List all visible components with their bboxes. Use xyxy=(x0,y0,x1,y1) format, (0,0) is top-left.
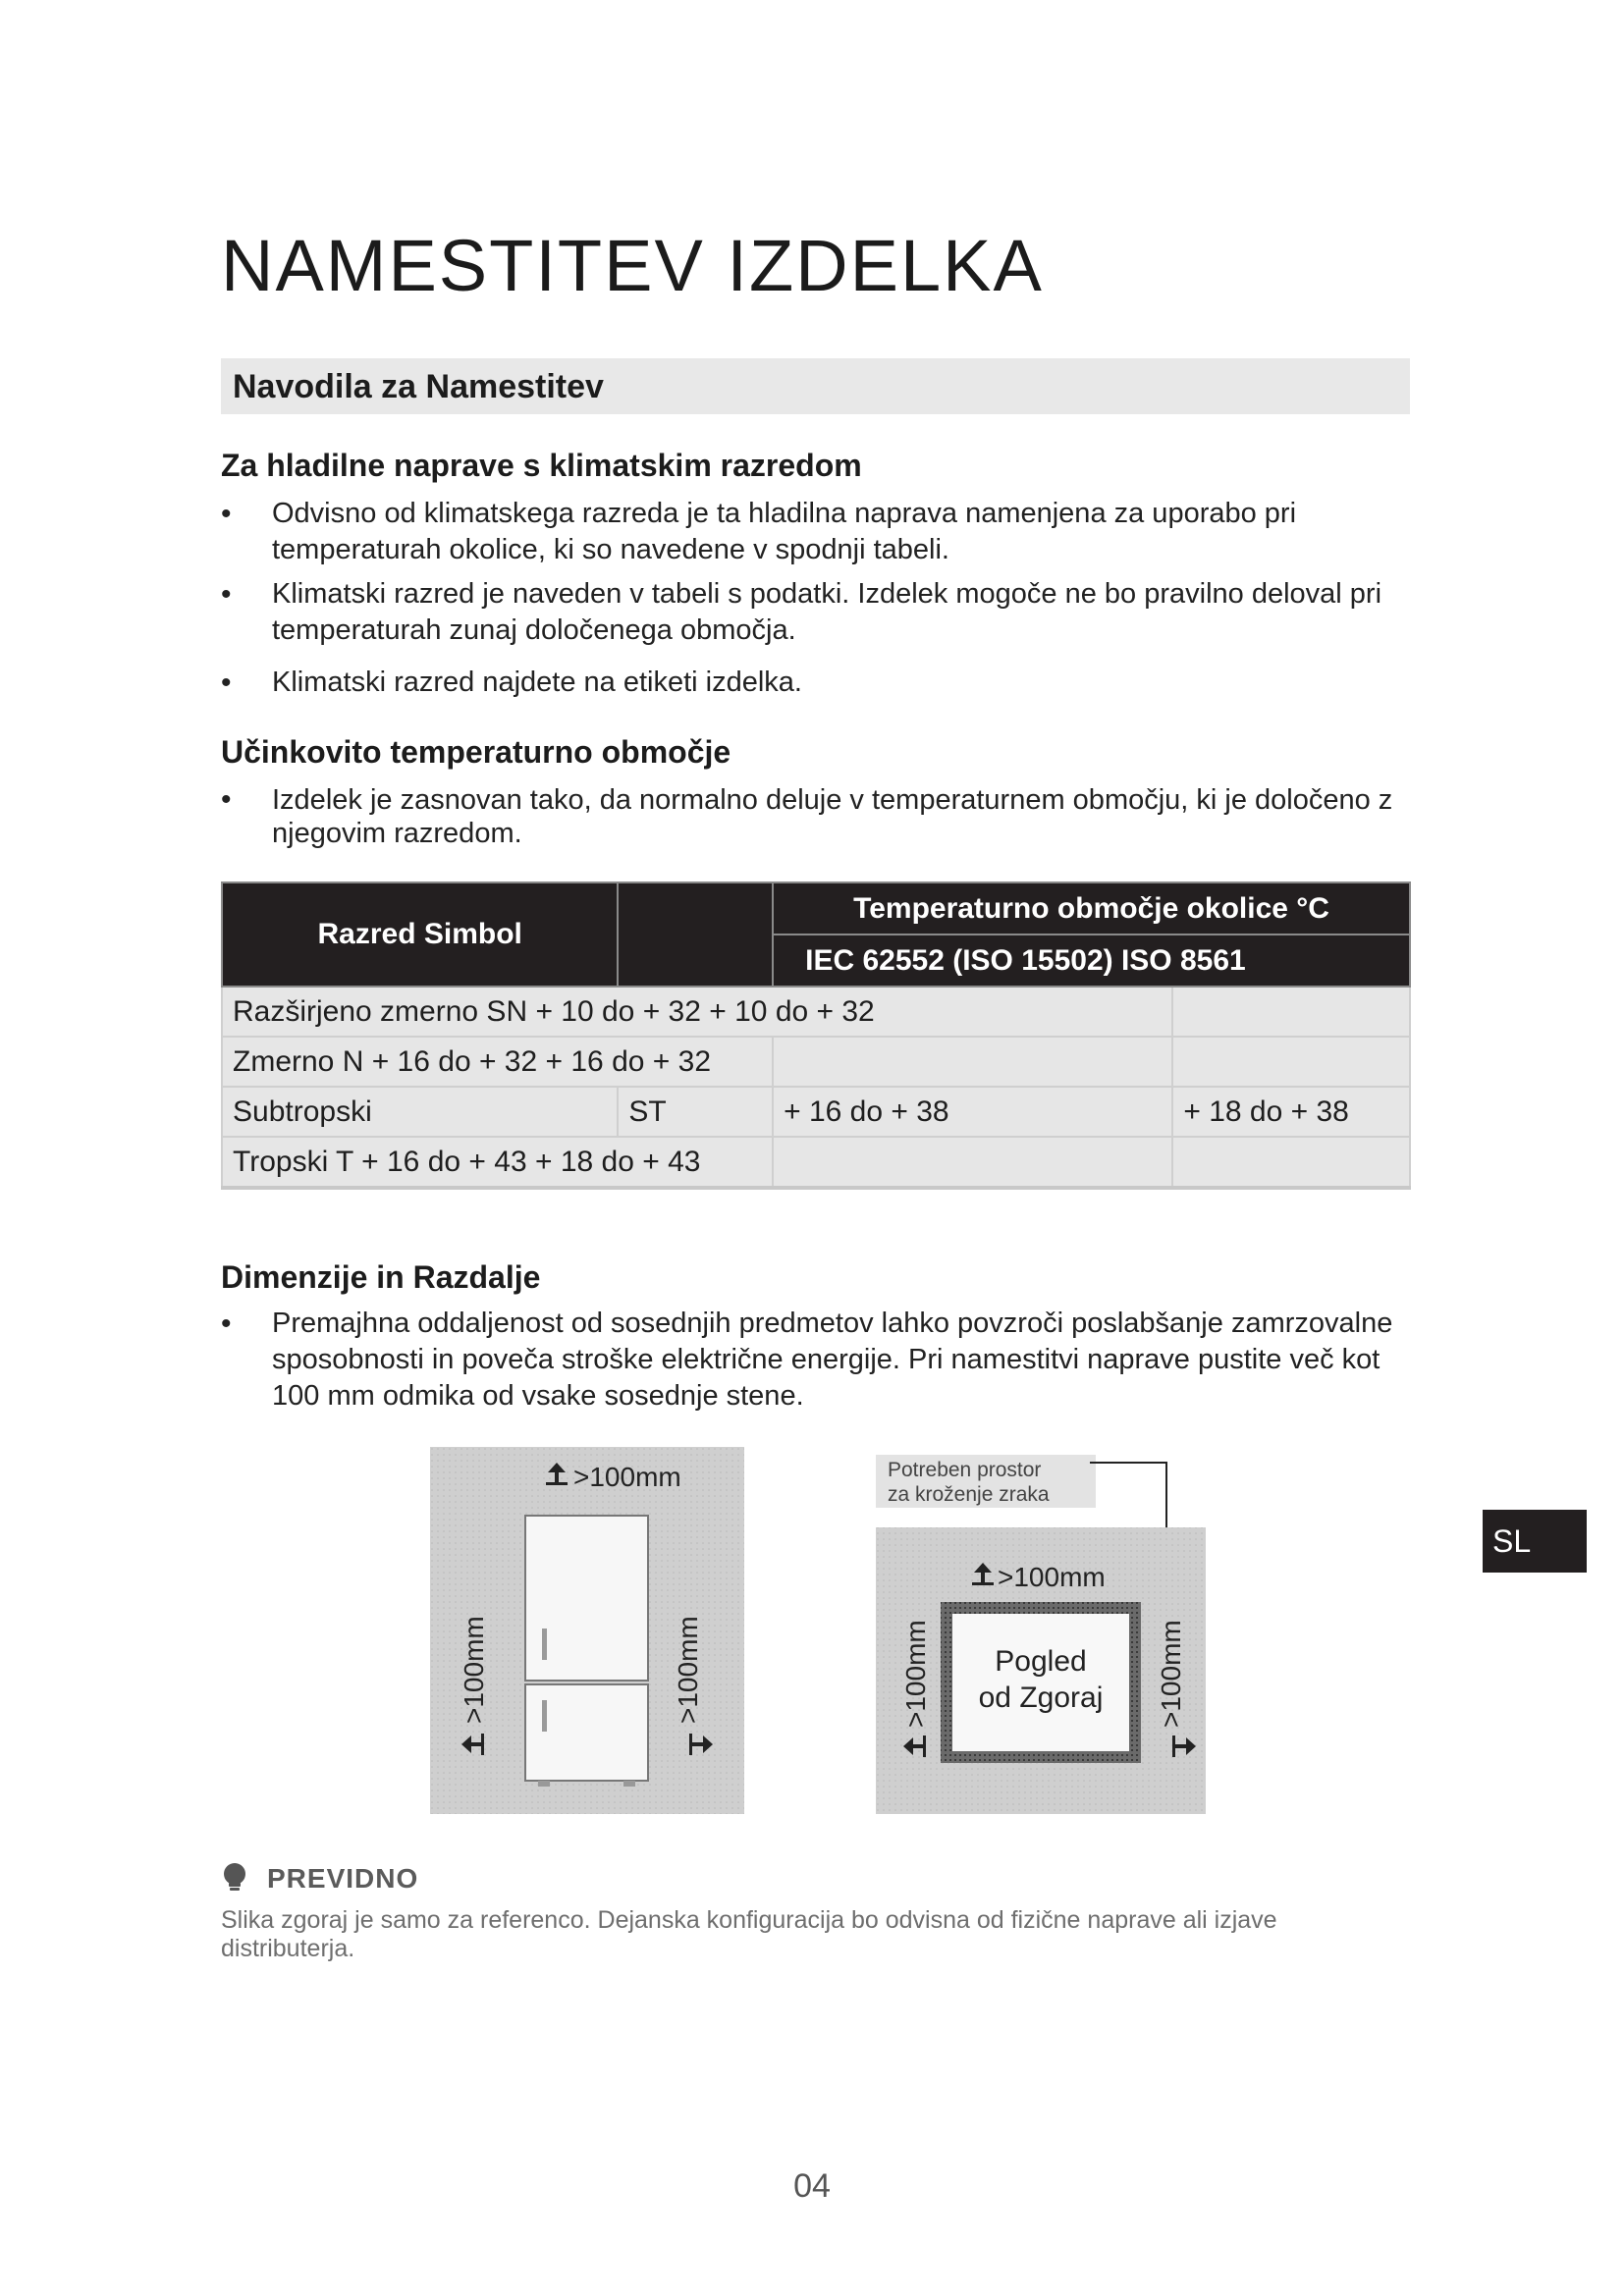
table-row xyxy=(222,1137,1410,1188)
callout-text-line2: za kroženje zraka xyxy=(888,1483,1050,1506)
section-header-text: Navodila za Namestitev xyxy=(233,368,604,405)
climate-heading: Za hladilne naprave s klimatskim razredom xyxy=(221,448,862,483)
table-row xyxy=(222,1087,1410,1137)
table-cell xyxy=(773,1037,1172,1087)
table-cell: Zmerno N + 16 do + 32 + 16 do + 32 xyxy=(222,1037,773,1087)
top-clearance-label: >100mm xyxy=(998,1562,1106,1592)
table-cell xyxy=(1172,1137,1410,1188)
page-title: NAMESTITEV IZDELKA xyxy=(221,225,1044,306)
list-item: • Klimatski razred najdete na etiketi izdelka. xyxy=(221,665,1399,701)
top-view-label-line1: Pogled xyxy=(995,1645,1087,1678)
page-number: 04 xyxy=(793,2167,831,2205)
list-item: • Klimatski razred je naveden v tabeli s podatki. Izdelek mogoče ne bo pravilno deloval pri temperaturah zunaj določenega območja. xyxy=(221,576,1399,649)
temp-range-heading: Učinkovito temperaturno območje xyxy=(221,734,731,770)
table-cell: ST xyxy=(618,1087,773,1137)
list-item: • Odvisno od klimatskega razreda je ta hladilna naprava namenjena za uporabo pri temperaturah okolice, ki so navedene v spodnji tabeli. xyxy=(221,496,1399,568)
table-cell: Razširjeno zmerno SN + 10 do + 32 + 10 do + 32 xyxy=(222,987,1172,1037)
list-item: • Izdelek je zasnovan tako, da normalno deluje v temperaturnem območju, ki je določeno z njegovim razredom. xyxy=(221,783,1399,850)
top-view-label-line2: od Zgoraj xyxy=(978,1682,1104,1714)
table-cell xyxy=(773,1137,1172,1188)
table-header-range: Temperaturno območje okolice °C xyxy=(773,882,1410,934)
table-header-standard: IEC 62552 (ISO 15502) ISO 8561 xyxy=(773,934,1410,987)
dimensions-bullet-list xyxy=(221,1306,1399,1415)
section-header-bar xyxy=(221,358,1410,414)
table-cell xyxy=(1172,987,1410,1037)
callout-text-line1: Potreben prostor xyxy=(888,1459,1042,1481)
list-item: • Premajhna oddaljenost od sosednjih predmetov lahko povzroči poslabšanje zamrzovalne sposobnosti in poveča stroške električne energije. Pri namestitvi naprave pustite več kot 100 mm odmika od vsake sosednje stene. xyxy=(221,1306,1399,1415)
left-clearance-label: >100mm xyxy=(900,1620,931,1728)
language-tab: SL xyxy=(1483,1510,1587,1573)
climate-bullet-list xyxy=(221,496,1399,701)
table-cell: + 16 do + 38 xyxy=(773,1087,1172,1137)
table-row xyxy=(222,987,1410,1037)
dimensions-heading: Dimenzije in Razdalje xyxy=(221,1259,541,1295)
top-clearance-label: >100mm xyxy=(573,1462,681,1492)
table-cell xyxy=(1172,1037,1410,1087)
right-clearance-label: >100mm xyxy=(673,1616,703,1724)
caution-text: Slika zgoraj je samo za referenco. Dejanska konfiguracija bo odvisna od fizične naprave ali izjave distributerja. xyxy=(221,1906,1277,1962)
right-clearance-label: >100mm xyxy=(1156,1620,1186,1728)
fridge-icon xyxy=(525,1516,648,1787)
lightbulb-icon xyxy=(221,1863,248,1893)
table-row xyxy=(222,1037,1410,1087)
temp-range-bullet-list xyxy=(221,783,1399,850)
table-header-symbol xyxy=(618,882,773,987)
caution-title: PREVIDNO xyxy=(267,1863,419,1894)
top-view-clearance-diagram xyxy=(876,1455,1219,1814)
table-cell: + 18 do + 38 xyxy=(1172,1087,1410,1137)
front-clearance-diagram xyxy=(430,1447,744,1814)
table-cell: Tropski T + 16 do + 43 + 18 do + 43 xyxy=(222,1137,773,1188)
climate-class-table xyxy=(221,881,1411,1190)
table-header-class: Razred Simbol xyxy=(222,882,618,987)
left-clearance-label: >100mm xyxy=(459,1616,489,1724)
table-cell: Subtropski xyxy=(222,1087,618,1137)
